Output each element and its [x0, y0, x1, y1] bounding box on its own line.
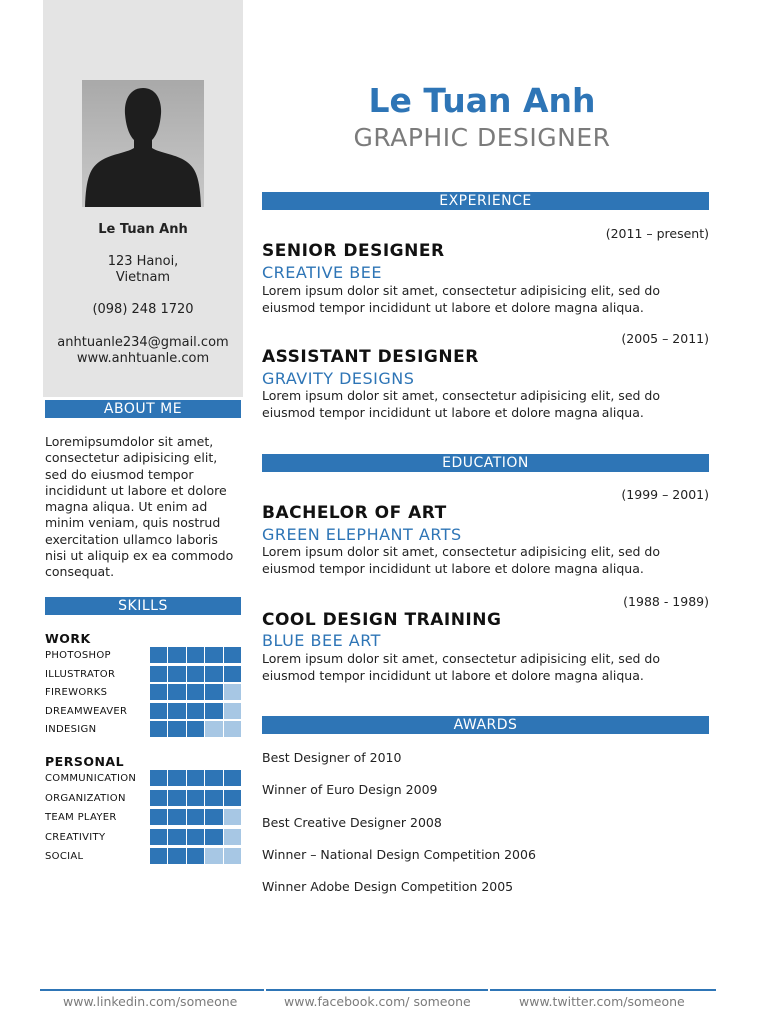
skill-name: ILLUSTRATOR [45, 668, 116, 680]
skill-level-filled-cell [150, 684, 167, 700]
about-section-header: ABOUT ME [45, 400, 241, 418]
skill-level-empty-cell [224, 848, 241, 864]
award-item: Winner Adobe Design Competition 2005 [262, 879, 514, 894]
skill-level-filled-cell [168, 666, 185, 682]
entry-organization: GREEN ELEPHANT ARTS [262, 525, 462, 544]
skill-level-meter [150, 829, 241, 845]
profile-name: Le Tuan Anh [98, 222, 188, 237]
skill-level-meter [150, 721, 241, 737]
skill-level-empty-cell [224, 721, 241, 737]
award-item: Best Designer of 2010 [262, 750, 402, 765]
entry-organization: CREATIVE BEE [262, 263, 382, 282]
skill-level-filled-cell [224, 770, 241, 786]
profile-photo-placeholder [82, 80, 204, 207]
footer-divider [490, 989, 716, 991]
award-item: Best Creative Designer 2008 [262, 815, 442, 830]
skill-level-filled-cell [150, 703, 167, 719]
skill-level-meter [150, 770, 241, 786]
skill-level-meter [150, 790, 241, 806]
entry-title: BACHELOR OF ART [262, 503, 447, 523]
skill-level-filled-cell [224, 647, 241, 663]
skill-level-filled-cell [150, 829, 167, 845]
skill-level-empty-cell [224, 809, 241, 825]
skill-level-filled-cell [205, 684, 222, 700]
footer-divider [40, 989, 264, 991]
skill-level-meter [150, 848, 241, 864]
skill-level-filled-cell [168, 829, 185, 845]
award-item: Winner of Euro Design 2009 [262, 782, 438, 797]
skill-level-filled-cell [205, 666, 222, 682]
skill-level-filled-cell [205, 770, 222, 786]
entry-description: Lorem ipsum dolor sit amet, consectetur adipisicing elit, sed do eiusmod tempor incididunt ut labore et dolore magna aliqua. [262, 283, 660, 315]
footer-divider [266, 989, 488, 991]
entry-title: SENIOR DESIGNER [262, 241, 445, 261]
skill-level-filled-cell [205, 809, 222, 825]
skill-level-filled-cell [168, 721, 185, 737]
skill-level-meter [150, 809, 241, 825]
experience-section-header: EXPERIENCE [262, 192, 709, 210]
skill-level-filled-cell [150, 848, 167, 864]
facebook-link[interactable]: www.facebook.com/ someone [284, 994, 471, 1009]
skill-level-filled-cell [168, 790, 185, 806]
skill-level-filled-cell [168, 647, 185, 663]
skill-level-filled-cell [150, 666, 167, 682]
skill-level-filled-cell [168, 770, 185, 786]
skill-level-filled-cell [168, 848, 185, 864]
entry-title: COOL DESIGN TRAINING [262, 610, 502, 630]
skill-level-filled-cell [187, 809, 204, 825]
skill-level-filled-cell [150, 809, 167, 825]
skill-level-empty-cell [224, 684, 241, 700]
entry-title: ASSISTANT DESIGNER [262, 347, 479, 367]
skill-name: SOCIAL [45, 851, 84, 863]
skill-level-filled-cell [205, 829, 222, 845]
skill-level-empty-cell [224, 703, 241, 719]
skill-level-empty-cell [224, 829, 241, 845]
entry-date: (2005 – 2011) [621, 331, 709, 346]
skill-name: COMMUNICATION [45, 773, 137, 784]
resume-role: GRAPHIC DESIGNER [353, 123, 611, 152]
skill-level-filled-cell [187, 829, 204, 845]
twitter-link[interactable]: www.twitter.com/someone [519, 994, 685, 1009]
skill-level-filled-cell [187, 666, 204, 682]
address-line-1: 123 Hanoi, [107, 254, 179, 269]
skill-name: PHOTOSHOP [45, 650, 111, 661]
linkedin-link[interactable]: www.linkedin.com/someone [63, 994, 238, 1009]
skill-level-meter [150, 666, 241, 682]
skill-level-filled-cell [187, 848, 204, 864]
skill-level-filled-cell [150, 790, 167, 806]
skill-level-filled-cell [168, 703, 185, 719]
skill-level-filled-cell [187, 721, 204, 737]
skill-level-filled-cell [187, 684, 204, 700]
entry-description: Lorem ipsum dolor sit amet, consectetur adipisicing elit, sed do eiusmod tempor incididunt ut labore et dolore magna aliqua. [262, 544, 660, 576]
skill-level-filled-cell [224, 666, 241, 682]
education-section-header: EDUCATION [262, 454, 709, 472]
work-skills-heading: WORK [45, 631, 91, 646]
skill-level-filled-cell [150, 770, 167, 786]
address-line-2: Vietnam [115, 270, 171, 285]
skill-name: ORGANIZATION [45, 792, 126, 804]
skill-level-empty-cell [205, 848, 222, 864]
skill-level-filled-cell [150, 721, 167, 737]
skill-level-filled-cell [224, 790, 241, 806]
skill-level-filled-cell [150, 647, 167, 663]
entry-organization: BLUE BEE ART [262, 631, 381, 650]
about-text: Loremipsumdolor sit amet, consectetur adipisicing elit, sed do eiusmod tempor incididunt ut labore et dolore magna aliqua. Ut enim ad minim veniam, quis nostrud exercitation ullamco laboris nisi ut aliquip ex ea commodo consequat. [45, 434, 234, 580]
skill-level-filled-cell [187, 703, 204, 719]
entry-description: Lorem ipsum dolor sit amet, consectetur adipisicing elit, sed do eiusmod tempor incididunt ut labore et dolore magna aliqua. [262, 388, 660, 420]
skill-name: TEAM PLAYER [45, 812, 117, 824]
email-address: anhtuanle234@gmail.com [57, 335, 229, 350]
entry-date: (1999 – 2001) [621, 487, 709, 502]
skill-name: FIREWORKS [45, 687, 108, 699]
skill-level-meter [150, 703, 241, 719]
skill-level-meter [150, 647, 241, 663]
skill-name: DREAMWEAVER [45, 705, 128, 717]
entry-date: (2011 – present) [605, 226, 709, 241]
skill-level-filled-cell [168, 809, 185, 825]
skill-name: INDESIGN [45, 724, 97, 736]
skill-level-empty-cell [205, 721, 222, 737]
skill-level-filled-cell [187, 770, 204, 786]
skill-level-filled-cell [187, 647, 204, 663]
resume-name: Le Tuan Anh [368, 81, 596, 120]
website-address: www.anhtuanle.com [76, 351, 210, 366]
skill-level-filled-cell [168, 684, 185, 700]
skill-level-filled-cell [205, 790, 222, 806]
person-silhouette-icon [82, 80, 204, 207]
award-item: Winner – National Design Competition 2006 [262, 847, 536, 862]
skills-section-header: SKILLS [45, 597, 241, 615]
entry-organization: GRAVITY DESIGNS [262, 369, 415, 388]
skill-level-filled-cell [187, 790, 204, 806]
awards-section-header: AWARDS [262, 716, 709, 734]
personal-skills-heading: PERSONAL [45, 754, 125, 769]
skill-level-filled-cell [205, 647, 222, 663]
phone-number: (098) 248 1720 [92, 302, 194, 317]
entry-date: (1988 - 1989) [623, 594, 709, 609]
skill-name: CREATIVITY [45, 831, 106, 843]
skill-level-meter [150, 684, 241, 700]
entry-description: Lorem ipsum dolor sit amet, consectetur adipisicing elit, sed do eiusmod tempor incididunt ut labore et dolore magna aliqua. [262, 651, 660, 683]
skill-level-filled-cell [205, 703, 222, 719]
